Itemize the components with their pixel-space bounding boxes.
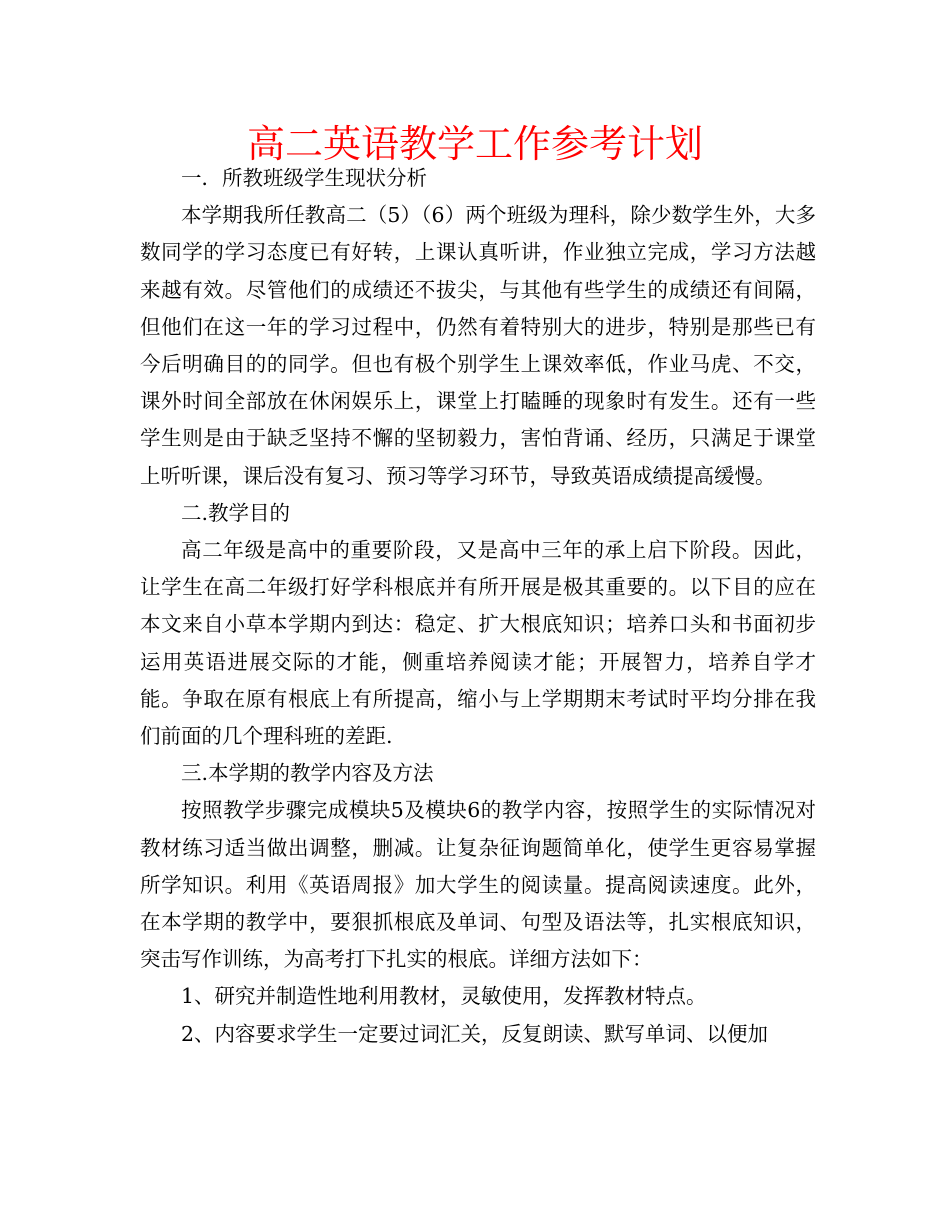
section-3-paragraph: 按照教学步骤完成模块5及模块6的教学内容，按照学生的实际情况对教材练习适当做出调整，删减。让复杂征询题简单化，使学生更容易掌握所学知识。利用《英语周报》加大学生的阅读量。提高阅读速度。此外，在本学期的教学中，要狠抓根底及单词、句型及语法等，扎实根底知识，突击写作训练，为高考打下扎实的根底。详细方法如下：: [140, 798, 816, 972]
section-3-list-item-1: 1、研究并制造性地利用教材，灵敏使用，发挥教材特点。: [181, 984, 707, 1009]
section-3-heading: 三.本学期的教学内容及方法: [181, 761, 434, 786]
document-body: [140, 160, 816, 1053]
document-title: 高二英语教学工作参考计划: [246, 122, 703, 166]
section-2-heading: 二.教学目的: [181, 500, 291, 525]
section-2-paragraph: 高二年级是高中的重要阶段，又是高中三年的承上启下阶段。因此，让学生在高二年级打好学科根底并有所开展是极其重要的。以下目的应在本文来自小草本学期内到达：稳定、扩大根底知识；培养口头和书面初步运用英语进展交际的才能，侧重培养阅读才能；开展智力，培养自学才能。争取在原有根底上有所提高，缩小与上学期期末考试时平均分排在我们前面的几个理科班的差距.: [140, 538, 816, 749]
section-1-heading: 一．所教班级学生现状分析: [181, 166, 427, 190]
section-3-list-item-2: 2、内容要求学生一定要过词汇关，反复朗读、默写单词、以便加: [181, 1021, 769, 1046]
section-1-paragraph: 本学期我所任教高二（5）（6）两个班级为理科，除少数学生外，大多数同学的学习态度已有好转，上课认真听讲，作业独立完成，学习方法越来越有效。尽管他们的成绩还不拔尖，与其他有些学生的成绩还有间隔，但他们在这一年的学习过程中，仍然有着特别大的进步，特别是那些已有今后明确目的的同学。但也有极个别学生上课效率低，作业马虎、不交，课外时间全部放在休闲娱乐上，课堂上打瞌睡的现象时有发生。还有一些学生则是由于缺乏坚持不懈的坚韧毅力，害怕背诵、经历，只满足于课堂上听听课，课后没有复习、预习等学习环节，导致英语成绩提高缓慢。: [140, 203, 816, 488]
